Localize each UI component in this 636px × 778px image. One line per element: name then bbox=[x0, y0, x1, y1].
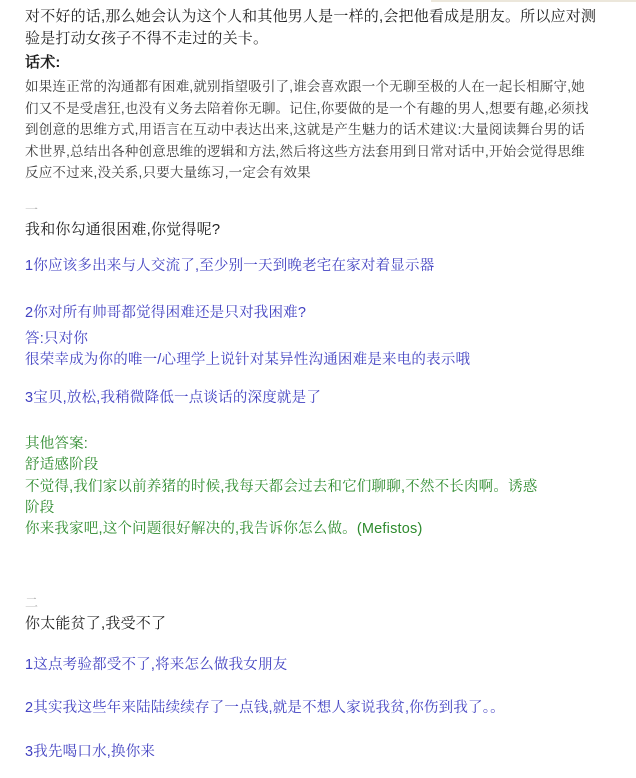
comfort-stage-answer-line-1: 不觉得,我们家以前养猪的时候,我每天都会过去和它们聊聊,不然不长肉啊。诱惑 bbox=[25, 479, 538, 495]
section-1-answer-2-followup: 很荣幸成为你的唯一/心理学上说针对某异性沟通困难是来电的表示哦 bbox=[25, 352, 471, 368]
section-1-answer-3: 3宝贝,放松,我稍微降低一点谈话的深度就是了 bbox=[25, 390, 322, 406]
comfort-stage-answer-line-2: 阶段 bbox=[25, 500, 55, 516]
section-2-marker: 二 bbox=[25, 595, 39, 610]
section-2-answer-3: 3我先喝口水,换你来 bbox=[25, 744, 156, 760]
section-1-answer-1: 1你应该多出来与人交流了,至少别一天到晚老宅在家对着显示器 bbox=[25, 258, 435, 274]
cropped-element-edge bbox=[431, 0, 636, 2]
comfort-stage-label: 舒适感阶段 bbox=[25, 457, 99, 473]
intro-paragraph: 对不好的话,那么她会认为这个人和其他男人是一样的,会把他看成是朋友。所以应对测验是打动女孩子不得不走过的关卡。 bbox=[25, 8, 597, 47]
section-1-question: 我和你勾通很困难,你觉得呢? bbox=[25, 221, 221, 238]
temptation-stage-answer: 你来我家吧,这个问题很好解决的,我告诉你怎么做。(Mefistos) bbox=[25, 521, 423, 537]
section-2-answer-2: 2其实我这些年来陆陆续续存了一点钱,就是不想人家说我贫,你伤到我了。。 bbox=[25, 700, 505, 716]
section-1-marker: 一 bbox=[25, 202, 39, 217]
other-answers-heading: 其他答案: bbox=[25, 436, 89, 452]
section-2-answer-1: 1这点考验都受不了,将来怎么做我女朋友 bbox=[25, 657, 288, 673]
section-2-question: 你太能贫了,我受不了 bbox=[25, 615, 167, 632]
section-1-answer-2-reply: 答:只对你 bbox=[25, 331, 89, 347]
script-paragraph: 如果连正常的沟通都有困难,就别指望吸引了,谁会喜欢跟一个无聊至极的人在一起长相厮守,她们又不是受虐狂,也没有义务去陪着你无聊。记住,你要做的是一个有趣的男人,想要有趣,必须找到创意的思维方式,用语言在互动中表达出来,这就是产生魅力的话术建议:大量阅读舞台男的话术世界,总结出各种创意思维的逻辑和方法,然后将这些方法套用到日常对话中,开始会觉得思维反应不过来,没关系,只要大量练习,一定会有效果 bbox=[25, 79, 589, 180]
section-1-answer-2: 2你对所有帅哥都觉得困难还是只对我困难? bbox=[25, 305, 307, 321]
script-heading: 话术: bbox=[25, 54, 61, 71]
